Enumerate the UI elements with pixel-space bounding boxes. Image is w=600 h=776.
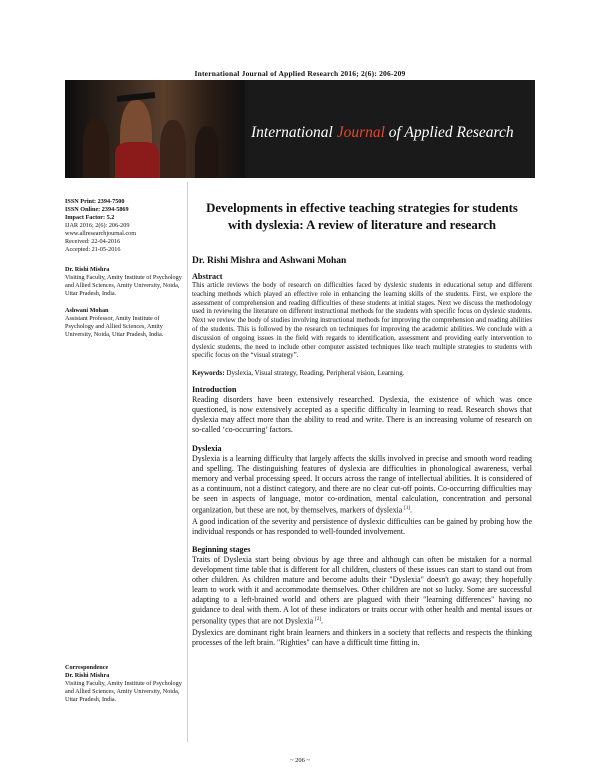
beginning-paragraph-2: Dyslexics are dominant right brain learners and thinkers in a society that reflects and respects the thinking processes of the left brain. "Righties" can have a difficult time fitting in. — [192, 628, 532, 648]
graduates-photo — [65, 80, 245, 178]
citation-1: [1] — [404, 506, 411, 512]
page-number: ~ 206 ~ — [289, 757, 311, 764]
author-1-name: Dr. Rishi Mishra — [65, 266, 110, 273]
keywords-list: Dyslexia, Visual strategy, Reading, Peripheral vision, Learning. — [224, 369, 405, 378]
issn-online: ISSN Online: 2394-5869 — [65, 206, 129, 213]
correspondence-affiliation: Visiting Faculty, Amity Institute of Psychology and Allied Sciences, Amity University, Noida, Uttar Pradesh, India. — [65, 680, 182, 703]
running-head: International Journal of Applied Research 2016; 2(6): 206-209 — [194, 69, 406, 78]
journal-title: International Journal of Applied Research — [251, 124, 514, 141]
keywords — [192, 369, 532, 377]
beginning-stages-heading: Beginning stages — [192, 544, 251, 554]
introduction-text: Reading disorders have been extensively researched. Dyslexia, the existence of which was once questioned, is now extensively accepted as a specific difficulty in learning to read. Research shows that dyslexia may affect more than the ability to read and write. There is an increasing volume of research on so-called ‘co-occurring’ factors. — [192, 395, 532, 435]
main-column — [192, 200, 532, 648]
dyslexia-heading: Dyslexia — [192, 443, 222, 453]
ijar-info: IJAR 2016; 2(6): 206-209 — [65, 222, 130, 229]
dyslexia-paragraph-1: Dyslexia is a learning difficulty that largely affects the skills involved in precise and smooth word reading and spelling. The distinguishing features of dyslexia are difficulties in phonological awareness, verbal memory and verbal processing speed. It occurs across the range of intellectual abilities. It is considered of as a continuum, not a distinct category, and there are no clear cut-off points. Co-occurring difficulties may be seen in aspects of language, motor co-ordination, mental calculation, concentration and personal organization, but these are not, by themselves, markers of dyslexia [1]. — [192, 453, 532, 515]
author-2-name: Ashwani Mohan — [65, 307, 109, 314]
column-divider — [187, 182, 188, 742]
journal-banner — [65, 80, 535, 178]
website: www.allresearchjournal.com — [65, 230, 137, 237]
dyslexia-paragraph-2: A good indication of the severity and persistence of dyslexic difficulties can be gained by probing how the individual responds or has responded to well-founded involvement. — [192, 516, 532, 536]
article-meta — [65, 198, 185, 345]
paper-authors: Dr. Rishi Mishra and Ashwani Mohan — [192, 256, 347, 266]
issn-print: ISSN Print: 2394-7500 — [65, 198, 125, 205]
author-2-affiliation: Assistant Professor, Amity Institute of Psychology and Allied Sciences, Amity University, Noida, Uttar Pradesh, India. — [65, 315, 164, 338]
keywords-label: Keywords: — [192, 369, 225, 378]
correspondence-label: Correspondence — [65, 664, 109, 671]
abstract-heading: Abstract — [192, 272, 223, 281]
correspondence — [65, 664, 185, 704]
correspondence-name: Dr. Rishi Mishra — [65, 672, 110, 679]
author-1-affiliation: Visiting Faculty, Amity Institute of Psychology and Allied Sciences, Amity University, Noida, Uttar Pradesh, India. — [65, 274, 182, 297]
accepted-date: Accepted: 21-05-2016 — [65, 246, 121, 253]
beginning-paragraph-1: Traits of Dyslexia start being obvious by age three and although can often be mistaken for a normal development time table that is different for all children, clusters of these issues can start to stand out from other children. As children mature and become adults their "Dyslexia" doesn't go away; they hopefully learn to work with it and accommodate themselves. Other children are not so lucky. Some are successful adapting to a left-brained world and others are plagued with their "learning differences" having no guidance to deal with them. A lot of these indicators or traits occur with other health and mental issues or personality types that are not Dyslexia [2]. — [192, 554, 532, 627]
paper-title: Developments in effective teaching strategies for students with dyslexia: A review of literature and research — [206, 201, 518, 232]
impact-factor: Impact Factor: 5.2 — [65, 214, 115, 221]
introduction-heading: Introduction — [192, 385, 237, 395]
abstract-text: This article reviews the body of research on difficulties faced by dyslexic students in educational setup and different teaching methods which played an effective role in enhancing the learning skills of the students. First, we explore the assessment of comprehension and reading difficulties of these students at initial stages. Next we discuss the methodology used in reviewing the literature on different instructional methods for the students with specific focus on dyslexic students. Next we review the body of studies involving instructional methods for improving the comprehension and reading abilities of the students. This is followed by the research on techniques for improving the academic abilities. We conclude with a discussion of ongoing issues in the field with regards to identification, assessment and providing early intervention to dyslexic students, the need to include other computer assisted techniques like teach multiple strategies to students with specific focus on the “visual strategy”. — [192, 282, 532, 360]
citation-2: [2] — [315, 617, 321, 623]
received-date: Received: 22-04-2016 — [65, 238, 121, 245]
